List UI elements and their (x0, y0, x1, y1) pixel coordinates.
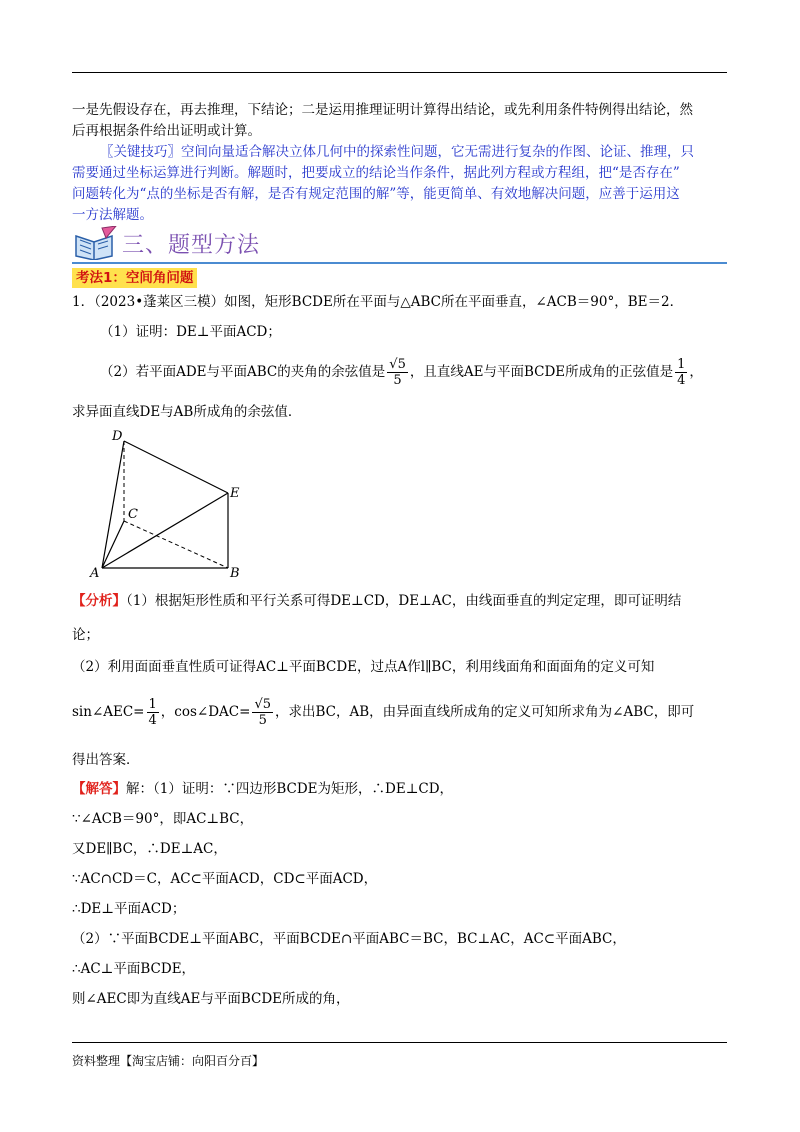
problem-q1: （1）证明：DE⊥平面ACD； (100, 324, 281, 340)
top-rule (72, 72, 727, 73)
q2-text-a: （2）若平面ADE与平面ABC的夹角的余弦值是 (100, 364, 386, 380)
tip-line-2: 需要通过坐标运算进行判断。解题时，把要成立的结论当作条件，据此列方程或方程组，把“是否存在” (72, 165, 680, 181)
analysis-line-3: （2）利用面面垂直性质可证得AC⊥平面BCDE，过点A作l∥BC，利用线面角和面面角的定义可知 (72, 659, 655, 675)
tip-line-1: 〖关键技巧〗空间向量适合解决立体几何中的探索性问题，它无需进行复杂的作图、论证、推理，只 (100, 144, 694, 160)
label-B: B (230, 566, 240, 581)
geometry-figure (88, 426, 258, 582)
kaofa-highlight: 考法1：空间角问题 (72, 268, 197, 288)
q2-text-c: ， (689, 364, 703, 380)
edge-CB (124, 521, 228, 568)
solution-line-4: ∵AC∩CD＝C，AC⊂平面ACD，CD⊂平面ACD， (72, 871, 378, 887)
book-icon (72, 226, 118, 260)
analysis-tag: 【分析】 (72, 593, 126, 609)
intro-line-1: 一是先假设存在，再去推理，下结论；二是运用推理证明计算得出结论，或先利用条件特例得出结论，然 (72, 102, 693, 118)
footer-text: 资料整理【淘宝店铺：向阳百分百】 (72, 1054, 265, 1068)
edge-DE (124, 441, 228, 493)
edge-AD (102, 441, 124, 568)
solution-tag: 【解答】 (72, 781, 126, 797)
solution-line-6: （2）∵平面BCDE⊥平面ABC，平面BCDE∩平面ABC＝BC，BC⊥AC，AC⊂平面ABC， (72, 931, 626, 947)
analysis-line-5: 得出答案． (72, 752, 140, 768)
q2-fraction-2: $\frac{1}{4}$ (677, 357, 686, 388)
tip-line-4: 一方法解题。 (72, 207, 153, 223)
solution-line-2: ∵∠ACB＝90°，即AC⊥BC， (72, 811, 254, 827)
solution-line-8: 则∠AEC即为直线AE与平面BCDE所成的角， (72, 991, 350, 1007)
problem-q2-line2: 求异面直线DE与AB所成角的余弦值． (72, 404, 302, 420)
section-title: 三、题型方法 (122, 233, 261, 258)
problem-q2 (100, 356, 760, 388)
intro-line-2: 后再根据条件给出证明或计算。 (72, 123, 261, 139)
problem-stem: 1．（2023•蓬莱区三模）如图，矩形BCDE所在平面与△ABC所在平面垂直，∠ACB＝90°，BE＝2． (72, 294, 684, 310)
bottom-rule (72, 1042, 727, 1043)
label-D: D (112, 429, 123, 444)
analysis-line-2: 论； (72, 627, 99, 643)
solution-line-1: 【解答】解：（1）证明：∵四边形BCDE为矩形，∴DE⊥CD， (72, 781, 454, 797)
solution-line-3: 又DE∥BC，∴DE⊥AC， (72, 841, 227, 857)
label-E: E (230, 486, 240, 501)
solution-line-7: ∴AC⊥平面BCDE， (72, 961, 196, 977)
section-rule (72, 262, 727, 264)
solution-line-5: ∴DE⊥平面ACD； (72, 901, 186, 917)
analysis-fraction-2: $\frac{√5}{5}$ (254, 697, 271, 728)
analysis-line-4: sin∠AEC= $\frac{1}{4}$ ，cos∠DAC= $\frac{√5}{5}$ ，求出BC，AB，由异面直线所成角的定义可知所求角为∠ABC，即可 (72, 697, 695, 728)
q2-text-b: ，且直线AE与平面BCDE所成角的正弦值是 (409, 364, 674, 380)
q2-fraction-1: $\frac{√5}{5}$ (389, 357, 406, 388)
tip-line-3: 问题转化为“点的坐标是否有解，是否有规定范围的解”等，能更简单、有效地解决问题，应善于运用这 (72, 186, 680, 202)
label-A: A (90, 566, 100, 581)
analysis-fraction-1: $\frac{1}{4}$ (148, 697, 157, 728)
label-C: C (128, 507, 138, 522)
edge-AE (102, 493, 228, 568)
analysis-line-1: 【分析】（1）根据矩形性质和平行关系可得DE⊥CD，DE⊥AC，由线面垂直的判定定理，即可证明结 (72, 593, 682, 609)
